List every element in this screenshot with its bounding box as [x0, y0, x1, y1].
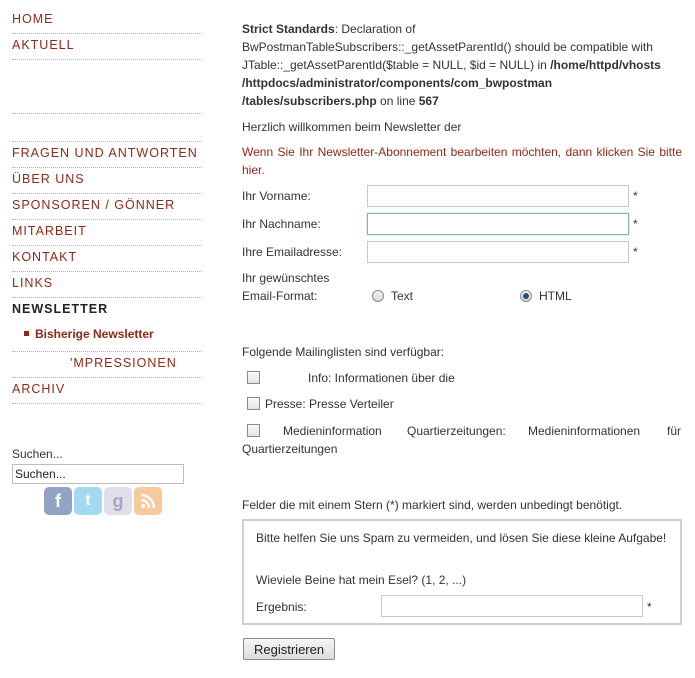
edit-subscription-link[interactable]: Wenn Sie Ihr Newsletter-Abonnement bearbeiten möchten, dann klicken Sie bitte hier.	[242, 145, 682, 177]
search-input[interactable]	[12, 464, 184, 484]
format-text-radio[interactable]	[372, 290, 384, 302]
notice-text: : Declaration of BwPostmanTableSubscribers::_getAssetParentId() should be compatible with JTable::_getAssetParentId($table = NULL, $id = NULL) in	[242, 22, 653, 72]
required-note: Felder die mit einem Stern (*) markiert sind, werden unbedingt benötigt.	[242, 498, 623, 512]
mailinglists-label: Folgende Mailinglisten sind verfügbar:	[242, 345, 445, 359]
format-label-line1: Ihr gewünschtes	[242, 271, 330, 285]
nav-item-home[interactable]: HOME	[12, 8, 202, 34]
rss-icon[interactable]	[134, 487, 162, 515]
firstname-label: Ihr Vorname:	[242, 189, 311, 203]
list-medien-label-1: Medieninformation	[283, 424, 382, 438]
sidebar-nav	[12, 8, 202, 404]
nav-item-archiv[interactable]: ARCHIV	[12, 378, 202, 404]
captcha-result-label: Ergebnis:	[256, 600, 307, 614]
captcha-result-input[interactable]	[381, 595, 643, 617]
format-html-radio[interactable]	[520, 290, 532, 302]
nav-item-fragen[interactable]: FRAGEN UND ANTWORTEN	[12, 142, 202, 168]
required-mark: *	[633, 245, 638, 259]
notice-path: /home/httpd/vhosts /httpdocs/administrator/components/com_bwpostman /tables/subscribers.php	[242, 58, 661, 108]
list-medien-label-3: Medieninformationen	[528, 424, 641, 438]
list-medien-label-2: Quartierzeitungen:	[407, 424, 506, 438]
bullet-icon	[24, 331, 29, 336]
search-label: Suchen...	[12, 447, 63, 461]
twitter-icon[interactable]: t	[74, 487, 102, 515]
lastname-input[interactable]	[367, 213, 629, 235]
lastname-label: Ihr Nachname:	[242, 217, 321, 231]
nav-item-newsletter[interactable]: NEWSLETTER	[12, 302, 109, 316]
welcome-text: Herzlich willkommen beim Newsletter der	[242, 120, 462, 134]
format-html-label: HTML	[539, 289, 572, 303]
nav-subitem-label: Bisherige Newsletter	[35, 327, 154, 341]
firstname-input[interactable]	[367, 185, 629, 207]
required-mark: *	[633, 217, 638, 231]
register-button[interactable]: Registrieren	[243, 638, 335, 660]
notice-line: 567	[418, 94, 439, 108]
format-text-label: Text	[391, 289, 414, 303]
php-notice	[242, 20, 682, 110]
format-label-line2: Email-Format:	[242, 289, 318, 303]
nav-item-kontakt[interactable]: KONTAKT	[12, 246, 202, 272]
required-mark: *	[633, 189, 638, 203]
nav-gap	[12, 60, 202, 114]
email-input[interactable]	[367, 241, 629, 263]
list-medien-checkbox[interactable]	[247, 424, 260, 437]
google-icon[interactable]: g	[104, 487, 132, 515]
nav-item-links[interactable]: LINKS	[12, 272, 202, 298]
list-presse-checkbox[interactable]	[247, 397, 260, 410]
social-icons	[44, 487, 162, 515]
nav-item-ueber-uns[interactable]: ÜBER UNS	[12, 168, 202, 194]
nav-item-impressionen[interactable]: 'MPRESSIONEN	[12, 352, 202, 378]
notice-heading: Strict Standards	[242, 22, 335, 36]
captcha-question: Wieviele Beine hat mein Esel? (1, 2, ...)	[256, 573, 467, 587]
list-info-checkbox[interactable]	[247, 371, 260, 384]
nav-item-aktuell[interactable]: AKTUELL	[12, 34, 202, 60]
required-mark: *	[647, 600, 652, 614]
notice-text-2: on line	[376, 94, 419, 108]
nav-spacer	[12, 114, 202, 142]
list-info-label: Info: Informationen über die	[308, 371, 455, 385]
facebook-icon[interactable]: f	[44, 487, 72, 515]
captcha-box	[242, 519, 682, 625]
list-medien-label-5: Quartierzeitungen	[242, 442, 338, 456]
captcha-intro: Bitte helfen Sie uns Spam zu vermeiden, und lösen Sie diese kleine Aufgabe!	[256, 531, 667, 545]
nav-item-mitarbeit[interactable]: MITARBEIT	[12, 220, 202, 246]
email-label: Ihre Emailadresse:	[242, 245, 343, 259]
list-presse-label: Presse: Presse Verteiler	[265, 397, 394, 411]
list-medien-label-4: für	[667, 424, 682, 438]
nav-item-sponsoren[interactable]: SPONSOREN / GÖNNER	[12, 194, 202, 220]
nav-subitem-bisherige-newsletter[interactable]	[12, 324, 202, 352]
